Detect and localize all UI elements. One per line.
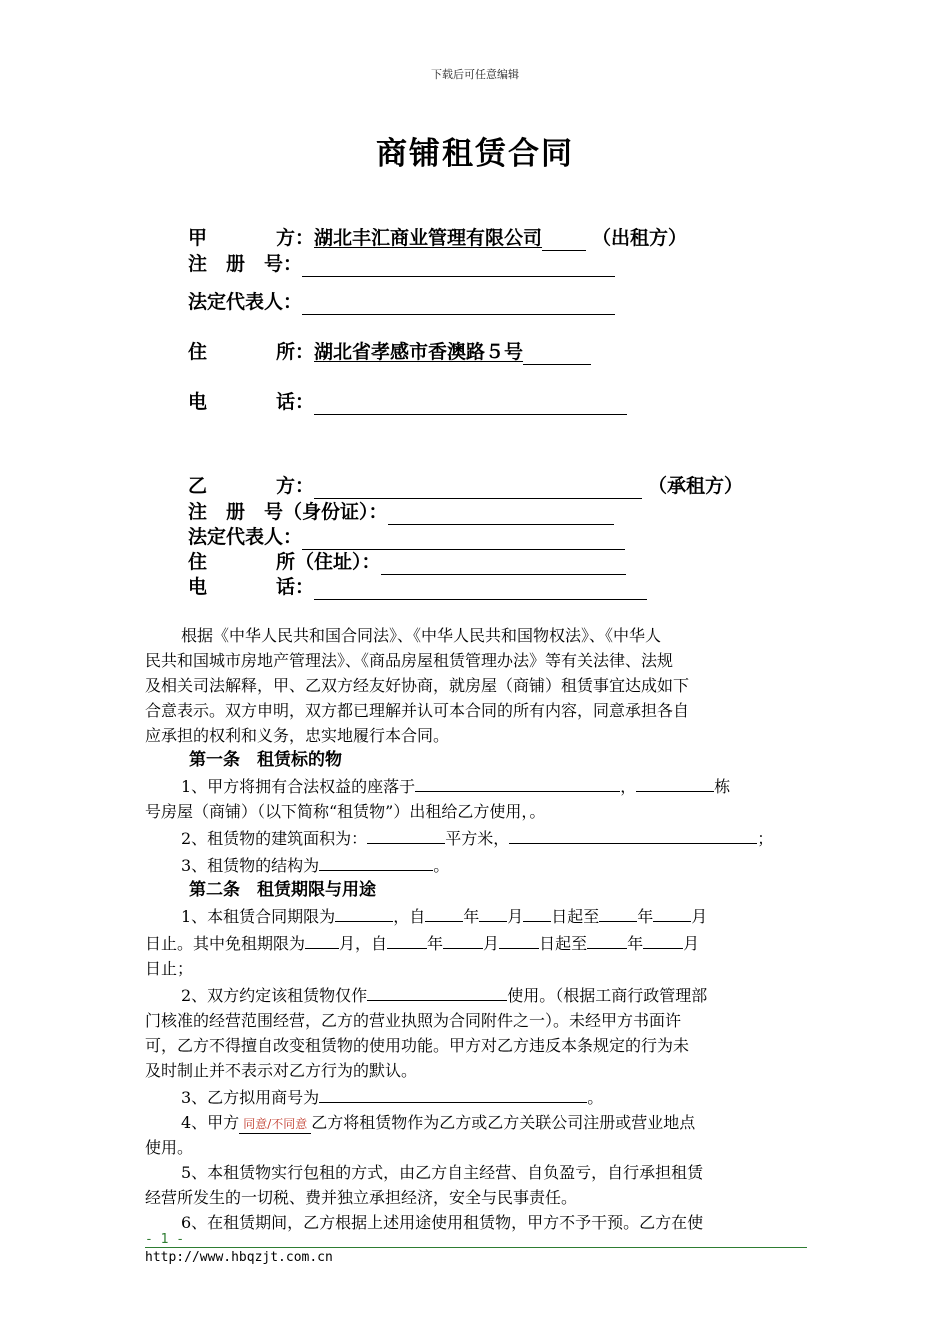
- article-2-item-2-line-4: 及时制止并不表示对乙方行为的默认。: [145, 1061, 418, 1080]
- party-a-name-row: 甲 方：湖北丰汇商业管理有限公司 （出租方）: [188, 227, 688, 249]
- article-2-item-1: 1、本租赁合同期限为 ，自 年 月 日起至 年 月: [145, 902, 807, 929]
- party-b-name-row: 乙 方： （承租方）: [188, 475, 744, 497]
- article-2-item-2-line-2: 门核准的经营范围经营，乙方的营业执照为合同附件之一）。未经甲方书面许: [145, 1011, 682, 1030]
- article-2-heading: 第二条 租赁期限与用途: [189, 880, 376, 900]
- article-2-item-4-line-2: 使用。: [145, 1138, 194, 1157]
- preamble-line: 及相关司法解释，甲、乙双方经友好协商，就房屋（商铺）租赁事宜达成如下: [145, 676, 690, 695]
- party-a-rep-row: 法定代表人：: [188, 289, 615, 315]
- preamble-line: 合意表示。双方申明，双方都已理解并认可本合同的所有内容，同意承担各自: [145, 701, 690, 720]
- article-1-item-1: 1、甲方将拥有合法权益的座落于 ， 栋: [145, 772, 807, 799]
- party-a-rep-blank: [302, 292, 615, 315]
- party-b-address-blank: [381, 552, 626, 575]
- party-b-rep-row: 法定代表人：: [188, 524, 625, 550]
- article-1-heading: 第一条 租赁标的物: [189, 750, 342, 770]
- article-2-item-5-line-2: 经营所发生的一切税、费并独立承担经济，安全与民事责任。: [145, 1188, 578, 1207]
- article-2-item-2-line-3: 可，乙方不得擅自改变租赁物的使用功能。甲方对乙方违反本条规定的行为未: [145, 1036, 690, 1055]
- article-2-item-4: 4、甲方 同意/不同意 乙方将租赁物作为乙方或乙方关联公司注册或营业地点: [181, 1113, 696, 1132]
- article-2-item-1-line-2: 日止。其中免租期限为 月，自 年 月 日起至 年 月: [145, 929, 807, 956]
- party-a-tel-blank: [314, 392, 627, 415]
- party-b-rep-blank: [302, 527, 625, 550]
- article-2-item-6: 6、在租赁期间，乙方根据上述用途使用租赁物，甲方不予干预。乙方在使: [181, 1213, 704, 1232]
- preamble-line: 应承担的权利和义务，忠实地履行本合同。: [145, 726, 450, 745]
- article-1-item-3: 3、租赁物的结构为 。: [145, 851, 807, 878]
- footer-divider: [145, 1247, 807, 1248]
- party-a-reg-blank: [302, 254, 615, 277]
- party-b-role: （承租方）: [648, 475, 744, 497]
- article-2-item-2: 2、双方约定该租赁物仅作 使用。（根据工商行政管理部: [145, 981, 807, 1008]
- article-2-item-3: 3、乙方拟用商号为 。: [145, 1083, 807, 1110]
- party-a-name: 湖北丰汇商业管理有限公司: [314, 227, 543, 249]
- article-2-item-1-line-3: 日止；: [145, 959, 194, 978]
- party-b-reg-row: 注 册 号（身份证）：: [188, 499, 614, 525]
- article-2-item-5: 5、本租赁物实行包租的方式，由乙方自主经营、自负盈亏，自行承担租赁: [181, 1163, 704, 1182]
- party-b-reg-blank: [388, 502, 614, 525]
- preamble-line: 民共和国城市房地产管理法》、《商品房屋租赁管理办法》等有关法律、法规: [145, 651, 674, 670]
- party-a-address: 湖北省孝感市香澳路５号: [314, 341, 524, 363]
- party-b-address-row: 住 所（住址）：: [188, 549, 626, 575]
- page-number: - 1 -: [145, 1232, 185, 1247]
- party-a-tel-row: 电 话：: [188, 389, 627, 415]
- preamble-line: 根据《中华人民共和国合同法》、《中华人民共和国物权法》、《中华人: [181, 626, 662, 645]
- article-1-item-2: 2、租赁物的建筑面积为： 平方米， ；: [145, 824, 807, 851]
- party-b-tel-row: 电 话：: [188, 574, 647, 600]
- party-a-address-row: 住 所：湖北省孝感市香澳路５号: [188, 339, 591, 365]
- footer-url: http://www.hbqzjt.com.cn: [145, 1250, 333, 1265]
- contract-body: [145, 623, 807, 1235]
- article-1-item-1-cont: 号房屋（商铺）（以下简称“租赁物”）出租给乙方使用，。: [145, 802, 546, 821]
- party-a-role: （出租方）: [592, 227, 688, 249]
- party-b-tel-blank: [314, 577, 647, 600]
- party-b-name-blank: [314, 476, 642, 499]
- consent-option: 同意/不同意: [239, 1115, 311, 1134]
- contract-title: 商铺租赁合同: [376, 136, 574, 172]
- download-note: 下载后可任意编辑: [431, 68, 519, 81]
- party-a-reg-row: 注 册 号：: [188, 251, 615, 277]
